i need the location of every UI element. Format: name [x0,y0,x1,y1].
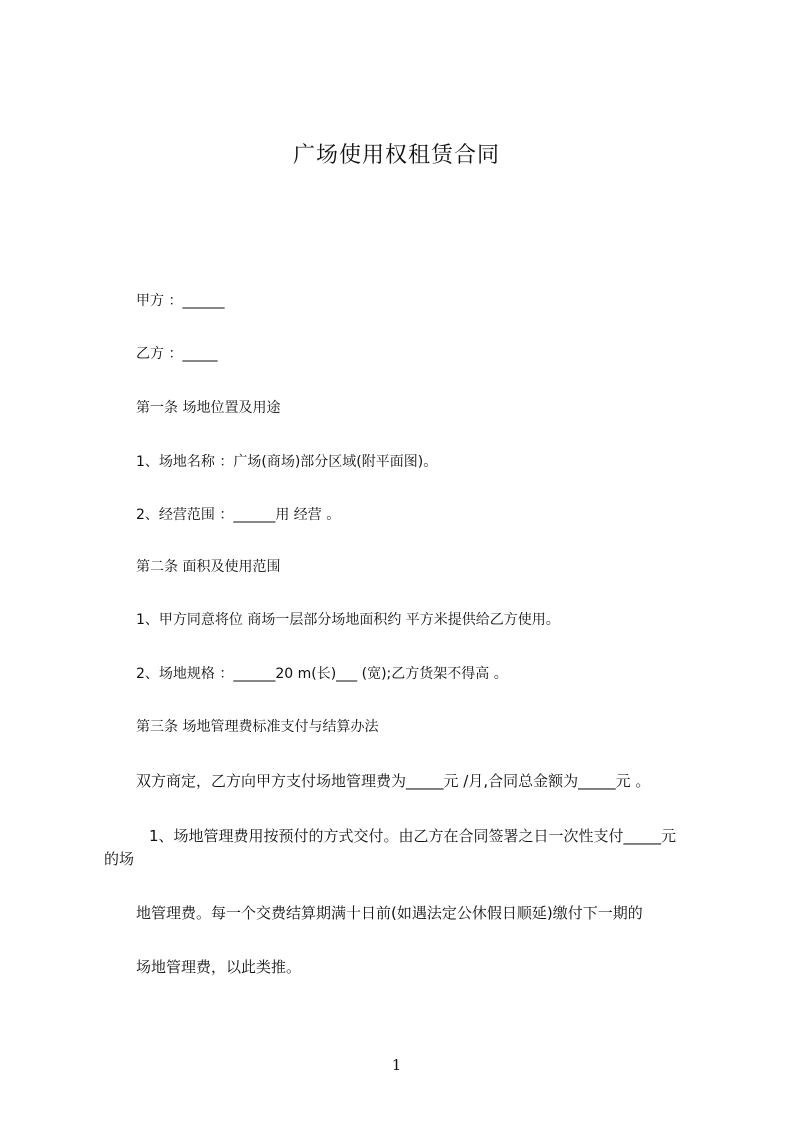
article-2-clause-2: 2、场地规格 ：______20 m(长)___ (宽);乙方货架不得高 。 [136,666,508,682]
page-number: 1 [391,1056,402,1074]
article-3-clause-1-cont: 地管理费。每一个交费结算期满十日前(如遇法定公休假日顺延)缴付下一期的 [136,904,643,922]
article-2-heading: 第二条 面积及使用范围 [136,559,281,575]
article-3-clause-1-wrap: 的场 [104,850,135,868]
article-1-heading: 第一条 场地位置及用途 [136,400,281,416]
party-b-line: 乙方 ：_____ [136,346,218,362]
article-3-clause-1-end: 场地管理费，以此类推。 [136,958,302,976]
article-3-paragraph: 双方商定，乙方向甲方支付场地管理费为_____元 /月,合同总金额为_____元 。 [136,772,651,790]
document-title: 广场使用权租赁合同 [292,143,500,168]
article-3-clause-1: 1、场地管理费用按预付的方式交付。由乙方在合同签署之日一次性支付_____元 [149,827,677,845]
party-a-line: 甲方 ：______ [136,293,225,309]
article-3-heading: 第三条 场地管理费标准支付与结算办法 [136,719,379,735]
article-2-clause-1: 1、甲方同意将位 商场一层部分场地面积约 平方米提供给乙方使用。 [136,612,560,628]
article-1-clause-1: 1、场地名称 ：广场(商场)部分区域(附平面图)。 [136,454,438,470]
article-1-clause-2: 2、经营范围 ：______用 经营 。 [136,507,341,523]
